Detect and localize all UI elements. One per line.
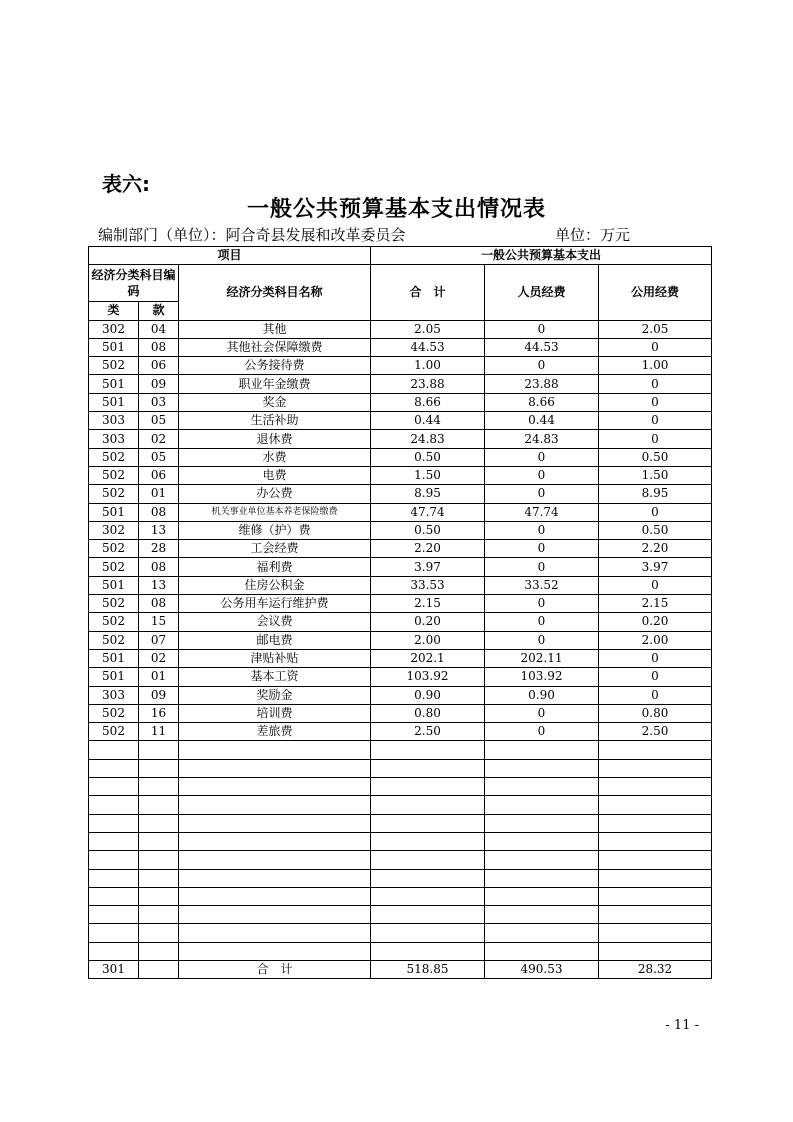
cell-name: 差旅费	[179, 723, 371, 741]
cell-public: 2.50	[599, 723, 712, 741]
table-body	[89, 320, 712, 960]
cell-personnel	[485, 851, 599, 869]
cell-public: 0	[599, 393, 712, 411]
cell-personnel: 0.44	[485, 412, 599, 430]
cell-personnel: 0	[485, 613, 599, 631]
cell-public: 0	[599, 686, 712, 704]
cell-public: 2.00	[599, 631, 712, 649]
table-row	[89, 357, 712, 375]
cell-class	[89, 778, 139, 796]
cell-name	[179, 924, 371, 942]
cell-public	[599, 741, 712, 759]
table-row	[89, 778, 712, 796]
cell-total: 2.50	[371, 723, 485, 741]
cell-class	[89, 814, 139, 832]
cell-item	[139, 759, 179, 777]
table-row	[89, 814, 712, 832]
cell-personnel: 202.11	[485, 649, 599, 667]
cell-name	[179, 778, 371, 796]
cell-item	[139, 832, 179, 850]
cell-class	[89, 942, 139, 960]
cell-item: 01	[139, 668, 179, 686]
table-row	[89, 631, 712, 649]
cell-personnel: 23.88	[485, 375, 599, 393]
table-row	[89, 448, 712, 466]
cell-class	[89, 887, 139, 905]
cell-personnel: 0	[485, 595, 599, 613]
total-label: 合 计	[179, 960, 371, 978]
cell-class	[89, 759, 139, 777]
cell-total: 103.92	[371, 668, 485, 686]
cell-total	[371, 832, 485, 850]
cell-item: 28	[139, 540, 179, 558]
table-row	[89, 466, 712, 484]
page-number: - 11 -	[665, 1018, 699, 1033]
cell-item	[139, 906, 179, 924]
cell-item: 03	[139, 393, 179, 411]
cell-public: 0.50	[599, 521, 712, 539]
cell-class: 501	[89, 576, 139, 594]
cell-personnel: 24.83	[485, 430, 599, 448]
cell-public: 0.50	[599, 448, 712, 466]
cell-name: 机关事业单位基本养老保险缴费	[179, 503, 371, 521]
cell-personnel: 0	[485, 466, 599, 484]
cell-class: 502	[89, 448, 139, 466]
cell-total: 1.00	[371, 357, 485, 375]
cell-item	[139, 942, 179, 960]
cell-total	[371, 814, 485, 832]
cell-name	[179, 796, 371, 814]
cell-class: 303	[89, 686, 139, 704]
cell-class	[89, 796, 139, 814]
cell-public: 3.97	[599, 558, 712, 576]
cell-name: 邮电费	[179, 631, 371, 649]
cell-total: 1.50	[371, 466, 485, 484]
cell-name: 福利费	[179, 558, 371, 576]
cell-public: 1.50	[599, 466, 712, 484]
cell-name	[179, 906, 371, 924]
cell-personnel: 0	[485, 558, 599, 576]
cell-class	[89, 906, 139, 924]
cell-public	[599, 832, 712, 850]
table-label: 表六:	[102, 172, 150, 196]
cell-class: 501	[89, 668, 139, 686]
header-budget-group: 一般公共预算基本支出	[371, 247, 712, 265]
cell-public: 0	[599, 375, 712, 393]
cell-public: 0	[599, 576, 712, 594]
header-econ-code: 经济分类科目编码	[89, 265, 179, 302]
cell-total: 44.53	[371, 338, 485, 356]
table-row	[89, 485, 712, 503]
cell-item: 08	[139, 558, 179, 576]
cell-class: 302	[89, 521, 139, 539]
cell-name: 公务接待费	[179, 357, 371, 375]
cell-personnel	[485, 906, 599, 924]
cell-item: 02	[139, 430, 179, 448]
cell-name: 办公费	[179, 485, 371, 503]
cell-personnel	[485, 741, 599, 759]
header-total: 合 计	[371, 265, 485, 320]
cell-class: 501	[89, 375, 139, 393]
cell-class: 502	[89, 357, 139, 375]
header-project: 项目	[89, 247, 371, 265]
cell-personnel: 0.90	[485, 686, 599, 704]
cell-name: 其他社会保障缴费	[179, 338, 371, 356]
cell-class: 502	[89, 613, 139, 631]
cell-name	[179, 851, 371, 869]
cell-total: 3.97	[371, 558, 485, 576]
cell-public	[599, 759, 712, 777]
cell-public	[599, 924, 712, 942]
table-row	[89, 338, 712, 356]
cell-class: 502	[89, 631, 139, 649]
table-row	[89, 924, 712, 942]
cell-personnel: 47.74	[485, 503, 599, 521]
cell-total: 2.00	[371, 631, 485, 649]
cell-total	[371, 741, 485, 759]
cell-class	[89, 869, 139, 887]
cell-item: 04	[139, 320, 179, 338]
cell-item: 09	[139, 375, 179, 393]
header-personnel: 人员经费	[485, 265, 599, 320]
cell-public: 2.05	[599, 320, 712, 338]
cell-name: 住房公积金	[179, 576, 371, 594]
cell-item	[139, 924, 179, 942]
cell-class: 502	[89, 704, 139, 722]
table-row	[89, 576, 712, 594]
cell-personnel	[485, 869, 599, 887]
cell-personnel	[485, 796, 599, 814]
cell-name: 津贴补贴	[179, 649, 371, 667]
cell-class	[89, 851, 139, 869]
cell-class: 501	[89, 393, 139, 411]
header-item: 款	[139, 302, 179, 320]
cell-personnel	[485, 759, 599, 777]
cell-total: 2.20	[371, 540, 485, 558]
page-title: 一般公共预算基本支出情况表	[246, 197, 546, 222]
cell-name	[179, 887, 371, 905]
cell-personnel	[485, 942, 599, 960]
cell-class: 502	[89, 485, 139, 503]
cell-name: 水费	[179, 448, 371, 466]
cell-personnel	[485, 832, 599, 850]
cell-total	[371, 924, 485, 942]
cell-personnel: 0	[485, 448, 599, 466]
cell-total	[371, 906, 485, 924]
cell-item: 06	[139, 357, 179, 375]
cell-personnel	[485, 887, 599, 905]
table-row	[89, 723, 712, 741]
cell-public: 0.20	[599, 613, 712, 631]
table-row	[89, 595, 712, 613]
table-row	[89, 521, 712, 539]
table-row	[89, 320, 712, 338]
cell-name	[179, 942, 371, 960]
cell-name: 其他	[179, 320, 371, 338]
table-row	[89, 613, 712, 631]
cell-public: 8.95	[599, 485, 712, 503]
cell-total: 2.05	[371, 320, 485, 338]
cell-item	[139, 851, 179, 869]
cell-item: 16	[139, 704, 179, 722]
cell-public: 1.00	[599, 357, 712, 375]
cell-public	[599, 814, 712, 832]
cell-class: 501	[89, 338, 139, 356]
header-public: 公用经费	[599, 265, 712, 320]
cell-name: 公务用车运行维护费	[179, 595, 371, 613]
cell-item: 13	[139, 521, 179, 539]
cell-personnel: 0	[485, 631, 599, 649]
cell-public	[599, 796, 712, 814]
cell-public	[599, 942, 712, 960]
cell-class: 501	[89, 649, 139, 667]
cell-total: 24.83	[371, 430, 485, 448]
cell-name: 奖金	[179, 393, 371, 411]
table-row	[89, 759, 712, 777]
cell-public	[599, 778, 712, 796]
cell-item	[139, 796, 179, 814]
cell-class	[89, 924, 139, 942]
department-label: 编制部门（单位）：阿合奇县发展和改革委员会	[98, 226, 406, 244]
table-row	[89, 503, 712, 521]
cell-total: 0.90	[371, 686, 485, 704]
cell-class: 501	[89, 503, 139, 521]
header-row-2	[89, 265, 712, 302]
table-row	[89, 796, 712, 814]
total-class: 301	[89, 960, 139, 978]
cell-personnel: 33.52	[485, 576, 599, 594]
cell-name: 工会经费	[179, 540, 371, 558]
total-personnel: 490.53	[485, 960, 599, 978]
cell-total	[371, 942, 485, 960]
cell-name: 维修（护）费	[179, 521, 371, 539]
cell-personnel: 0	[485, 540, 599, 558]
cell-item: 05	[139, 412, 179, 430]
cell-personnel: 0	[485, 320, 599, 338]
cell-class: 502	[89, 595, 139, 613]
cell-item: 06	[139, 466, 179, 484]
cell-total	[371, 796, 485, 814]
cell-class: 303	[89, 412, 139, 430]
cell-name: 生活补助	[179, 412, 371, 430]
cell-class: 302	[89, 320, 139, 338]
cell-item: 15	[139, 613, 179, 631]
cell-item: 08	[139, 338, 179, 356]
table-row	[89, 906, 712, 924]
cell-name	[179, 741, 371, 759]
cell-total: 202.1	[371, 649, 485, 667]
cell-personnel: 0	[485, 723, 599, 741]
table-row	[89, 832, 712, 850]
table-row	[89, 430, 712, 448]
header-row-1	[89, 247, 712, 265]
cell-personnel: 0	[485, 704, 599, 722]
table-row	[89, 375, 712, 393]
table-row	[89, 887, 712, 905]
cell-item	[139, 814, 179, 832]
cell-class: 502	[89, 540, 139, 558]
cell-public: 0.80	[599, 704, 712, 722]
cell-personnel: 103.92	[485, 668, 599, 686]
total-item	[139, 960, 179, 978]
cell-class: 502	[89, 558, 139, 576]
table-row	[89, 558, 712, 576]
cell-item: 01	[139, 485, 179, 503]
cell-total: 8.66	[371, 393, 485, 411]
cell-class: 303	[89, 430, 139, 448]
table-row	[89, 704, 712, 722]
cell-public: 2.20	[599, 540, 712, 558]
cell-name	[179, 869, 371, 887]
cell-total	[371, 887, 485, 905]
cell-item: 08	[139, 595, 179, 613]
cell-name: 职业年金缴费	[179, 375, 371, 393]
cell-item	[139, 741, 179, 759]
unit-label: 单位：万元	[555, 226, 631, 244]
cell-public	[599, 887, 712, 905]
cell-class: 502	[89, 466, 139, 484]
cell-total: 33.53	[371, 576, 485, 594]
cell-total: 47.74	[371, 503, 485, 521]
table-row	[89, 942, 712, 960]
cell-public: 0	[599, 649, 712, 667]
cell-total	[371, 869, 485, 887]
cell-total: 0.44	[371, 412, 485, 430]
cell-public: 0	[599, 668, 712, 686]
cell-name: 培训费	[179, 704, 371, 722]
cell-name	[179, 814, 371, 832]
cell-public	[599, 906, 712, 924]
total-row	[89, 960, 712, 978]
cell-personnel: 0	[485, 485, 599, 503]
cell-personnel	[485, 778, 599, 796]
cell-name: 电费	[179, 466, 371, 484]
cell-name	[179, 759, 371, 777]
cell-name: 奖励金	[179, 686, 371, 704]
cell-total	[371, 851, 485, 869]
cell-public	[599, 851, 712, 869]
cell-name: 退休费	[179, 430, 371, 448]
cell-total: 23.88	[371, 375, 485, 393]
table-row	[89, 686, 712, 704]
cell-personnel: 0	[485, 521, 599, 539]
cell-total	[371, 778, 485, 796]
cell-name: 会议费	[179, 613, 371, 631]
cell-total: 0.50	[371, 448, 485, 466]
cell-total: 0.80	[371, 704, 485, 722]
table-row	[89, 412, 712, 430]
cell-item	[139, 778, 179, 796]
budget-table	[88, 246, 712, 979]
cell-item: 13	[139, 576, 179, 594]
cell-public: 0	[599, 412, 712, 430]
cell-total: 0.50	[371, 521, 485, 539]
table-row	[89, 851, 712, 869]
table-row	[89, 540, 712, 558]
cell-item	[139, 869, 179, 887]
cell-total: 0.20	[371, 613, 485, 631]
cell-item: 05	[139, 448, 179, 466]
table-row	[89, 393, 712, 411]
cell-personnel: 44.53	[485, 338, 599, 356]
header-econ-name: 经济分类科目名称	[179, 265, 371, 320]
cell-personnel	[485, 814, 599, 832]
cell-item: 02	[139, 649, 179, 667]
cell-public: 0	[599, 338, 712, 356]
cell-public	[599, 869, 712, 887]
cell-item: 07	[139, 631, 179, 649]
cell-total: 2.15	[371, 595, 485, 613]
cell-item	[139, 887, 179, 905]
cell-total: 8.95	[371, 485, 485, 503]
cell-personnel: 0	[485, 357, 599, 375]
cell-item: 11	[139, 723, 179, 741]
cell-name	[179, 832, 371, 850]
cell-public: 0	[599, 503, 712, 521]
cell-class	[89, 832, 139, 850]
cell-total	[371, 759, 485, 777]
total-sum: 518.85	[371, 960, 485, 978]
table-row	[89, 649, 712, 667]
cell-class	[89, 741, 139, 759]
table-row	[89, 741, 712, 759]
cell-name: 基本工资	[179, 668, 371, 686]
cell-public: 0	[599, 430, 712, 448]
table-row	[89, 668, 712, 686]
header-class: 类	[89, 302, 139, 320]
cell-personnel	[485, 924, 599, 942]
cell-personnel: 8.66	[485, 393, 599, 411]
table-row	[89, 869, 712, 887]
cell-class: 502	[89, 723, 139, 741]
cell-item: 08	[139, 503, 179, 521]
total-public: 28.32	[599, 960, 712, 978]
cell-public: 2.15	[599, 595, 712, 613]
cell-item: 09	[139, 686, 179, 704]
